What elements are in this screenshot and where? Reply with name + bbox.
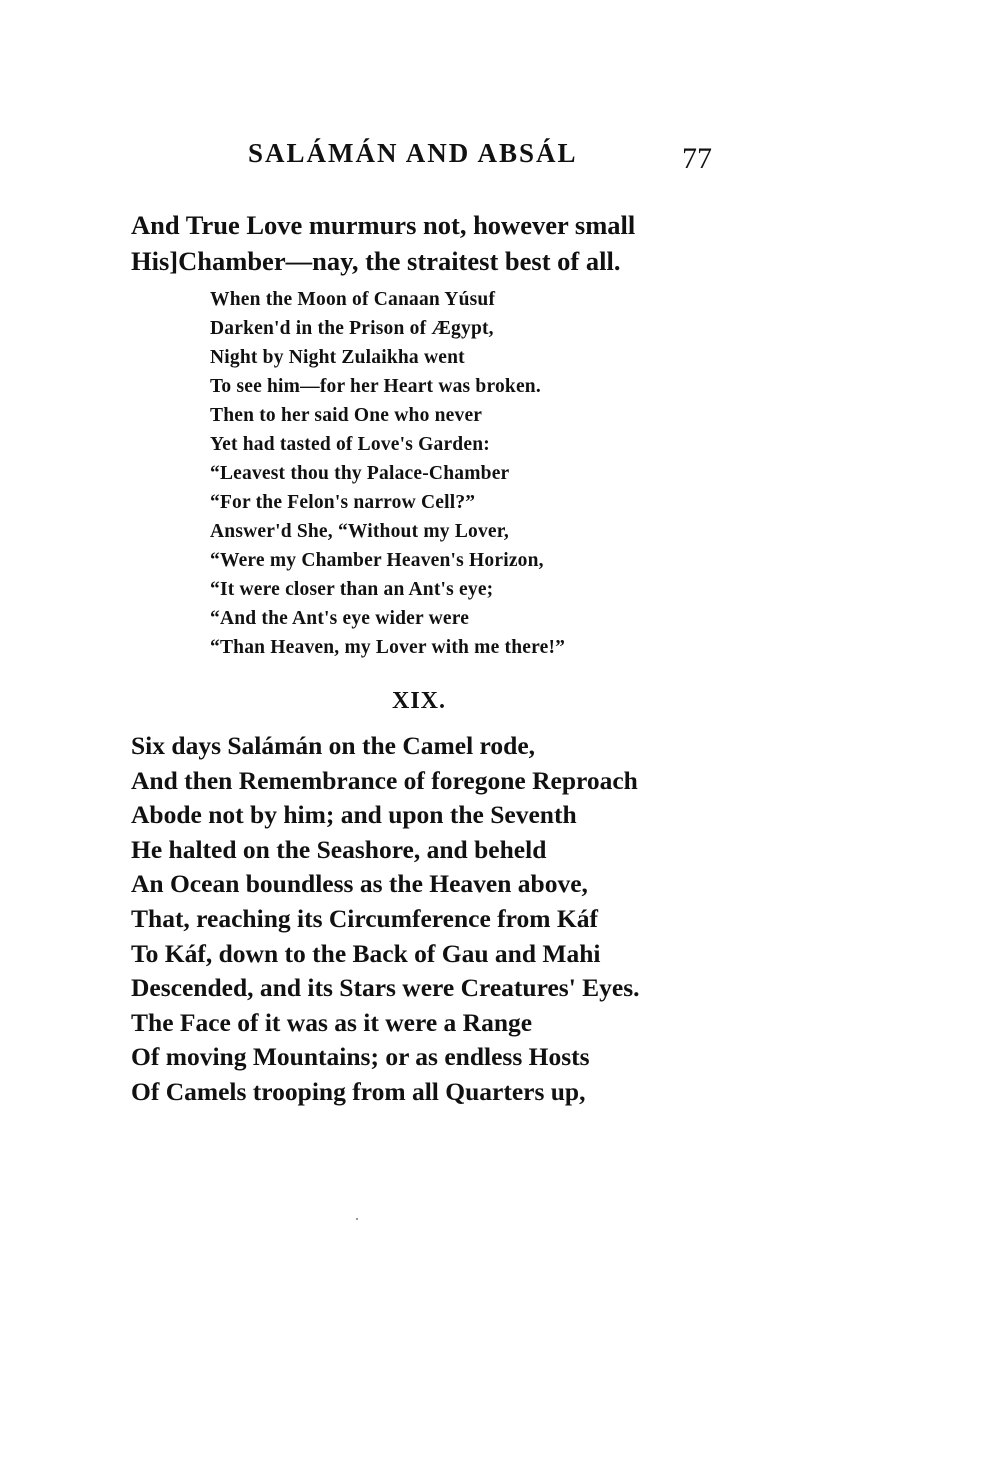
quoted-verse-line: “Leavest thou thy Palace-Chamber xyxy=(210,463,510,484)
verse-line: His]Chamber—nay, the straitest best of all. xyxy=(131,246,621,276)
verse-line: Abode not by him; and upon the Seventh xyxy=(131,800,577,830)
verse-line: He halted on the Seashore, and beheld xyxy=(131,834,547,864)
verse-line: Of moving Mountains; or as endless Hosts xyxy=(131,1042,590,1072)
verse-line: The Face of it was as it were a Range xyxy=(131,1007,533,1037)
print-speck xyxy=(356,1218,358,1220)
quoted-verse-line: When the Moon of Canaan Yúsuf xyxy=(210,289,496,310)
quoted-verse-line: “Than Heaven, my Lover with me there!” xyxy=(210,637,566,658)
verse-line: Six days Salámán on the Camel rode, xyxy=(131,731,536,760)
verse-line: Of Camels trooping from all Quarters up, xyxy=(131,1076,586,1106)
quoted-verse-line: Answer'd She, “Without my Lover, xyxy=(210,521,509,542)
verse-line: Descended, and its Stars were Creatures' Eyes. xyxy=(131,973,640,1003)
verse-line: That, reaching its Circumference from Káf xyxy=(131,903,598,933)
page-number: 77 xyxy=(682,142,712,175)
lead-couplet xyxy=(131,207,635,279)
running-title: SALÁMÁN AND ABSÁL xyxy=(248,138,578,168)
verse-line: To Káf, down to the Back of Gau and Mahi xyxy=(131,938,601,968)
quoted-verse-line: “Were my Chamber Heaven's Horizon, xyxy=(210,550,544,571)
section-verse-block xyxy=(131,729,640,1110)
quoted-verse-line: Night by Night Zulaikha went xyxy=(210,347,465,368)
verse-line: And True Love murmurs not, however small xyxy=(131,210,636,240)
verse-line: And then Remembrance of foregone Reproach xyxy=(131,765,638,795)
quoted-verse-block xyxy=(210,285,565,662)
quoted-verse-line: Darken'd in the Prison of Ægypt, xyxy=(210,318,494,339)
quoted-verse-line: Then to her said One who never xyxy=(210,405,483,426)
quoted-verse-line: “It were closer than an Ant's eye; xyxy=(210,579,494,600)
quoted-verse-line: Yet had tasted of Love's Garden: xyxy=(210,434,490,455)
quoted-verse-line: “And the Ant's eye wider were xyxy=(210,608,470,629)
quoted-verse-line: “For the Felon's narrow Cell?” xyxy=(210,492,476,513)
section-heading: XIX. xyxy=(391,688,446,714)
verse-line: An Ocean boundless as the Heaven above, xyxy=(131,869,588,899)
quoted-verse-line: To see him—for her Heart was broken. xyxy=(210,376,541,397)
